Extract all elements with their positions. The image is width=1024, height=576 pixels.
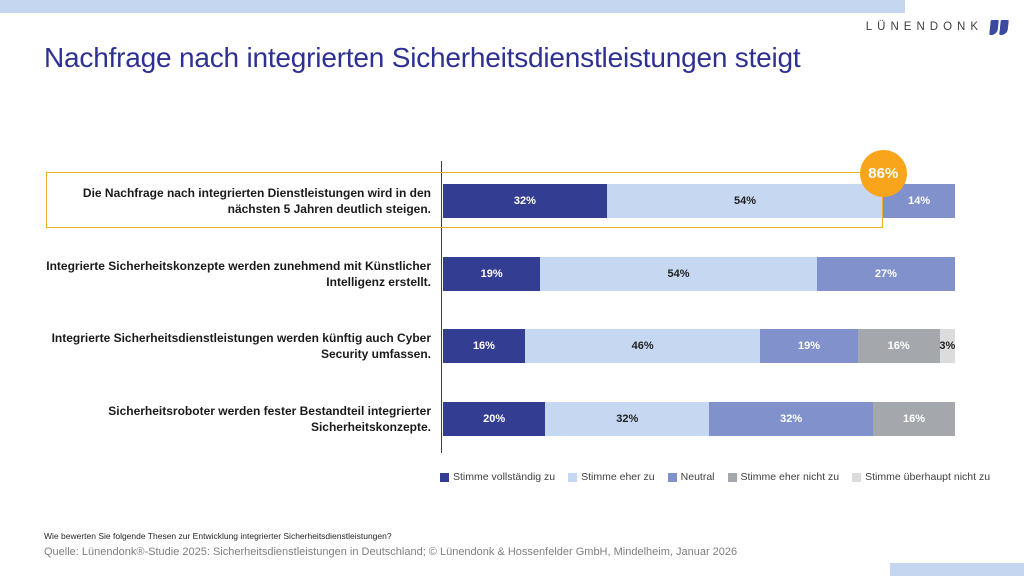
legend-swatch (852, 473, 861, 482)
stacked-bar (443, 257, 955, 291)
bar-segment: 32% (545, 402, 709, 436)
category-label: Die Nachfrage nach integrierten Dienstleistungen wird in den nächsten 5 Jahren deutlich steigen. (82, 186, 431, 217)
bottom-accent-bar (890, 563, 1024, 576)
bar-segment: 16% (443, 329, 525, 363)
stacked-bar (443, 329, 955, 363)
category-label: Integrierte Sicherheitsdienstleistungen werden künftig auch Cyber Security umfassen. (51, 331, 431, 362)
legend-item (668, 471, 715, 483)
legend-item (852, 471, 990, 483)
chart-row (44, 238, 955, 311)
legend-label: Stimme überhaupt nicht zu (865, 471, 991, 483)
chart-row (44, 383, 955, 456)
highlight-badge: 86% (860, 150, 907, 197)
bar-segment: 54% (540, 257, 816, 291)
chart-row (44, 310, 955, 383)
legend-label: Neutral (680, 471, 715, 483)
legend-label: Stimme vollständig zu (453, 471, 556, 483)
legend-swatch (440, 473, 449, 482)
legend-item (728, 471, 840, 483)
bar-segment: 19% (760, 329, 857, 363)
category-label: Integrierte Sicherheitskonzepte werden zunehmend mit Künstlicher Intelligenz erstellt. (46, 258, 431, 289)
category-label: Sicherheitsroboter werden fester Bestandteil integrierter Sicherheitskonzepte. (108, 403, 431, 434)
chart-legend (440, 471, 1000, 483)
page-title: Nachfrage nach integrierten Sicherheitsdienstleistungen steigt (44, 42, 801, 73)
chart-rows (44, 165, 955, 455)
logo-text: LÜNENDONK (865, 21, 983, 33)
lunendonk-logo (866, 20, 1008, 35)
bar-segment: 16% (858, 329, 940, 363)
source-note: Quelle: Lünendonk®-Studie 2025: Sicherheitsdienstleistungen in Deutschland; © Lünendonk & Hossenfelder GmbH, Mindelheim, Januar 2026 (44, 546, 738, 558)
top-accent-bar (0, 0, 905, 13)
bar-segment: 46% (525, 329, 761, 363)
bar-segment: 32% (709, 402, 873, 436)
bar-segment: 19% (443, 257, 540, 291)
bar-segment: 32% (443, 184, 607, 218)
bar-segment: 14% (883, 184, 955, 218)
bar-segment: 27% (817, 257, 955, 291)
legend-item (440, 471, 555, 483)
bar-segment: 20% (443, 402, 545, 436)
bar-segment: 16% (873, 402, 955, 436)
quote-mark-icon (990, 20, 1008, 35)
legend-item (568, 471, 655, 483)
legend-label: Stimme eher nicht zu (740, 471, 840, 483)
legend-swatch (728, 473, 737, 482)
legend-swatch (668, 473, 677, 482)
bar-segment: 3% (940, 329, 955, 363)
stacked-bar (443, 402, 955, 436)
bar-segment: 54% (607, 184, 883, 218)
chart-row (44, 165, 955, 238)
legend-label: Stimme eher zu (581, 471, 655, 483)
survey-question: Wie bewerten Sie folgende Thesen zur Entwicklung integrierter Sicherheitsdienstleistungen? (44, 531, 392, 541)
legend-swatch (568, 473, 577, 482)
